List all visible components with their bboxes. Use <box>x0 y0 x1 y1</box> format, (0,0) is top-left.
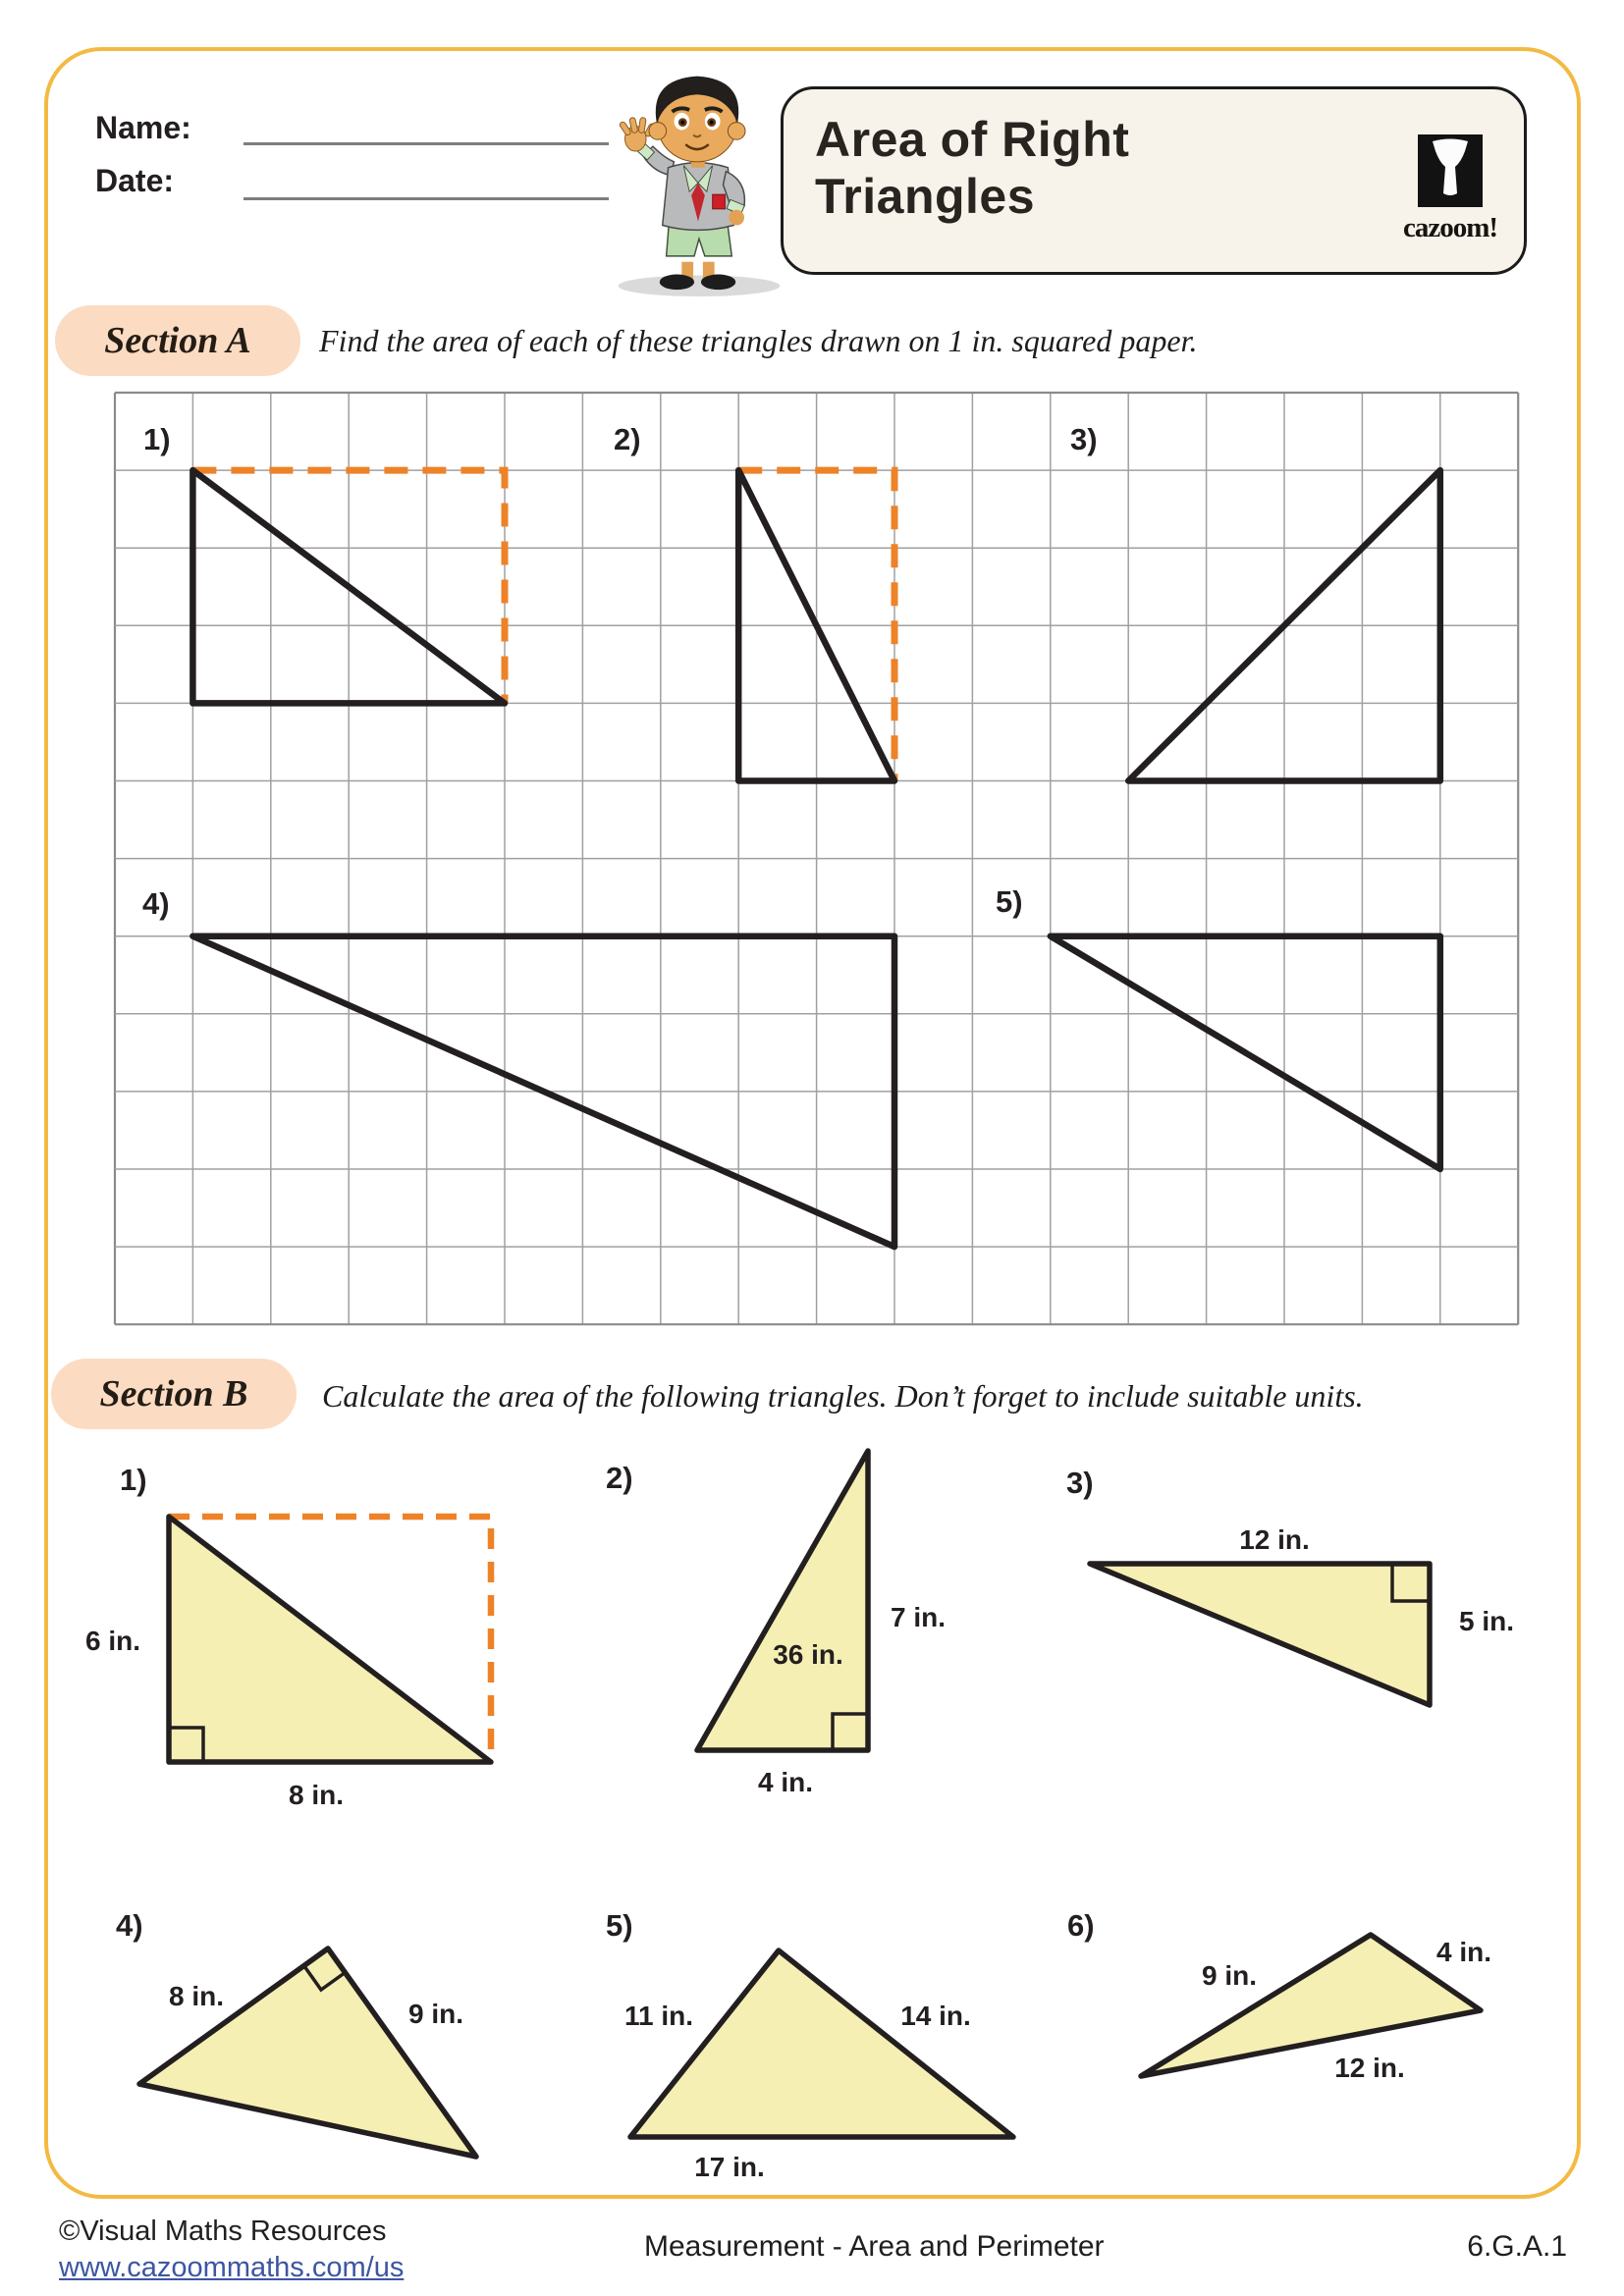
footer-url-link[interactable]: www.cazoommaths.com/us <box>59 2252 405 2283</box>
triangle-5-dimension-label: 17 in. <box>694 2152 765 2182</box>
triangle-4-dimension-label: 9 in. <box>407 1999 464 2029</box>
title-box <box>781 86 1527 275</box>
triangle-6-dimension-label: 12 in. <box>1334 2053 1405 2083</box>
triangle-5-number: 5) <box>606 1908 633 1943</box>
triangle-4 <box>139 1949 476 2157</box>
triangle-6 <box>1141 1935 1481 2076</box>
triangle-2-dimension-label: 7 in. <box>890 1602 947 1632</box>
worksheet-title <box>815 111 1129 225</box>
triangle-2-dimension-label: 4 in. <box>757 1767 814 1797</box>
triangle-1-dimension-label: 6 in. <box>84 1626 141 1656</box>
triangle-5 <box>630 1950 1013 2137</box>
grid-triangle-5-number: 5) <box>996 884 1023 919</box>
section-b-badge: Section B <box>51 1359 297 1429</box>
section-b-instruction: Calculate the area of the following triangles. Don’t forget to include suitable units. <box>322 1378 1364 1414</box>
triangle-2-number: 2) <box>606 1461 633 1495</box>
grid-triangle-3-number: 3) <box>1070 422 1098 456</box>
section-a-instruction: Find the area of each of these triangles drawn on 1 in. squared paper. <box>319 323 1198 358</box>
grid-triangle-4-number: 4) <box>142 886 170 921</box>
grid-triangle-2-number: 2) <box>614 422 641 456</box>
title-line-2: Triangles <box>815 169 1036 224</box>
cazoom-logo-text: cazoom! <box>1402 212 1498 243</box>
cazoom-drum-icon <box>1418 134 1483 207</box>
triangle-5-dimension-label: 11 in. <box>623 2001 694 2031</box>
triangle-3 <box>1090 1564 1430 1705</box>
triangle-6-number: 6) <box>1067 1908 1095 1943</box>
triangle-1 <box>169 1517 491 1762</box>
title-line-1: Area of Right <box>815 112 1130 167</box>
triangle-1-number: 1) <box>120 1463 147 1497</box>
footer-copyright: ©Visual Maths Resources <box>59 2216 387 2247</box>
footer-standard-code: 6.G.A.1 <box>1467 2230 1567 2263</box>
triangle-2-dimension-label: 36 in. <box>773 1639 843 1670</box>
name-label: Name: <box>95 110 191 145</box>
triangle-3-dimension-label: 5 in. <box>1458 1606 1515 1636</box>
triangle-2 <box>697 1451 868 1750</box>
triangle-4-dimension-label: 8 in. <box>168 1981 225 2011</box>
section-a-badge: Section A <box>55 305 300 376</box>
triangle-5-dimension-label: 14 in. <box>900 2001 971 2031</box>
cazoom-logo <box>1391 134 1509 244</box>
footer-topic: Measurement - Area and Perimeter <box>644 2230 1105 2263</box>
triangle-1-dimension-label: 8 in. <box>288 1780 345 1810</box>
triangle-6-dimension-label: 9 in. <box>1201 1960 1258 1991</box>
triangle-3-dimension-label: 12 in. <box>1239 1524 1310 1555</box>
grid-triangle-1-number: 1) <box>143 422 171 456</box>
triangle-6-dimension-label: 4 in. <box>1435 1937 1492 1967</box>
date-label: Date: <box>95 163 175 198</box>
triangle-4-number: 4) <box>116 1908 143 1943</box>
triangle-3-number: 3) <box>1066 1466 1094 1500</box>
grid-triangle-5 <box>1051 936 1440 1169</box>
